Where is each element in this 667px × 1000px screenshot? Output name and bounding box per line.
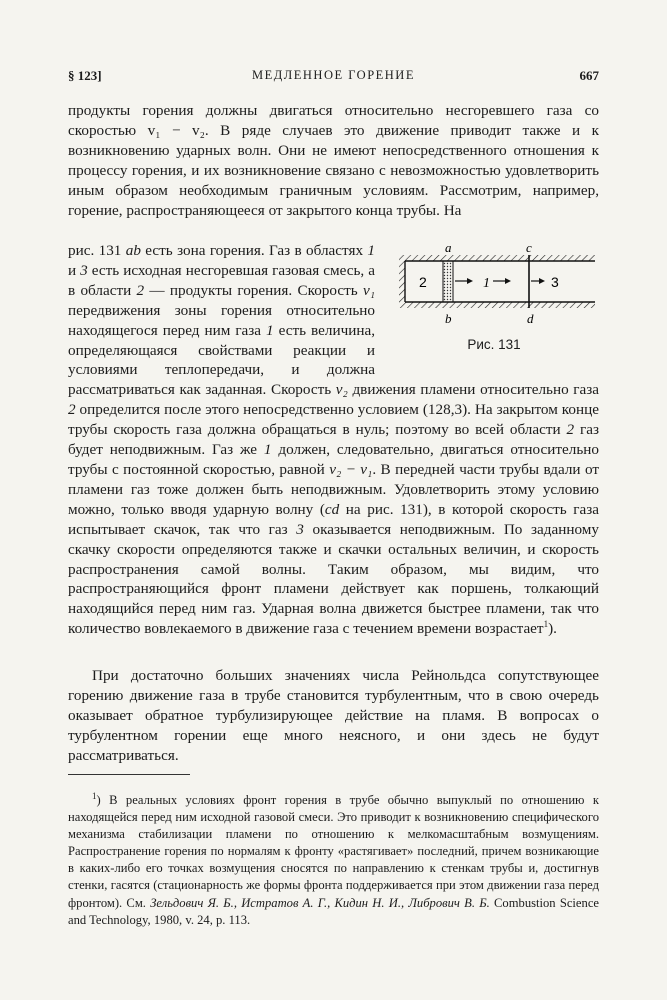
p2-region-1c: 1 [263,441,272,459]
p2-text-7: есть величина, определяющаяся свойствами реакции и условиями теплопередачи, и должна рассматриваться как заданная. Скорость [68,321,375,399]
p2-v1: v₁ [362,281,375,299]
p2-text-12: . В передней части трубы вдали от пламени газ тоже должен быть неподвижным. Удовлетворить этому условию можно, только вводя ударную волну ( [68,460,600,518]
p2-text-15: ). [548,620,557,638]
label-region-1: 1 [483,276,490,291]
chapter-title: МЕДЛЕННОЕ ГОРЕНИЕ [252,68,415,82]
running-header [68,68,599,88]
footnote-divider [68,774,190,775]
p2-text-9: определится после этого непосредственно условием (128,3). На закрытом конце трубы скорость газа должна обращаться в нуль; поэтому во всей области [68,401,599,439]
p2-v2-minus-v1: v₂ − v₁ [329,460,373,478]
footnote-authors: Зельдович Я. Б., Истратов А. Г., Кидин Н. И., Либрович В. Б. [150,895,490,910]
p2-text-13: на рис. 131), в которой скорость газа испытывает скачок, так что газ [68,500,599,538]
paragraph-3-text: При достаточно больших значениях числа Рейнольдса сопутствующее горению движение газа в трубе становится турбулентным, что в свою очередь оказывает обратное турбулизирующее действие на пламя. В вопросах о турбулентном горении еще много неясного, и они здесь не будут рассматриваться. [68,667,599,764]
p2-text-10: газ будет неподвижным. Газ же [68,421,599,459]
p2-ab: ab [125,242,141,259]
tube-bottom-wall [405,302,595,308]
p2-text-11: должен, следовательно, двигаться относительно трубы с постоянной скоростью, равной [68,441,600,478]
p2-text-1: рис. 131 [68,242,126,259]
label-region-2: 2 [419,274,427,290]
p2-text-2: есть зона горения. Газ в областях [140,242,368,259]
paragraph-2 [68,241,599,639]
paragraph-1 [68,101,599,220]
p2-text-5: — продукты горения. Скорость [144,281,363,299]
flame-arrow-head [467,278,473,284]
p2-text-6: передвижения зоны горения относительно находящегося перед ним газа [68,301,375,339]
tube-diagram [389,241,599,333]
footnote-marker: 1 [92,790,97,801]
p2-text-14: оказывается неподвижным. По заданному скачку скорости определяются также и скачки остальных величин, и скорость распространения самой волны. Таким образом, мы видим, что распространяющийся фронт пламени действует как поршень, толкающий находящийся перед ним газ. Ударная волна движется быстрее пламени, так что количество вовлекаемого в движение газа с течением времени возрастает [68,520,599,638]
label-region-3: 3 [551,274,559,290]
tube-top-wall [405,255,595,261]
p2-v2: v₂ [335,381,348,399]
p2-text-8: движения пламени относительно газа [347,381,600,399]
footnote-text-2: Combustion Science and Technology, 1980, v. 24, p. 113. [68,895,599,927]
p2-region-2b: 2 [68,401,76,419]
region1-arrow-head [505,278,511,284]
p2-cd: cd [324,500,340,518]
footnote-text-1: ) В реальных условиях фронт горения в трубе обычно выпуклый по отношению к находящейся перед ним исходной газовой смеси. Это приводит к возникновению специфического механизма стабилизации пламени по отношению к мелкомасштабным возмущениям. Распространение горения по нормалям к фронту «растягивает» последний, причем возникающие в каких-либо его точках возмущения сносятся по направлению к стенкам трубы и, достигнув стенки, гасятся (стационарность же формы фронта поддерживается при этом движении газа перед фронтом). См. [68,793,599,910]
label-b: b [445,311,452,326]
label-d: d [527,311,534,326]
paragraph-3 [68,666,599,766]
footnote [68,792,599,929]
p2-text-4: есть исходная несгоревшая газовая смесь, а в области [68,261,375,299]
p2-region-3: 3 [80,261,88,279]
closed-end-hatch [399,255,405,308]
section-number: § 123] [68,68,102,83]
p2-region-2: 2 [136,281,145,299]
p2-region-1b: 1 [266,321,274,339]
figure-caption: Рис. 131 [467,337,521,352]
p2-region-3b: 3 [296,520,304,538]
shock-arrow-head [539,278,545,284]
page-number: 667 [579,68,599,83]
p2-region-1: 1 [367,242,375,259]
p2-region-2c: 2 [566,421,575,439]
p2-text-3: и [68,261,81,279]
footnote-ref: 1 [543,619,549,630]
label-c: c [526,241,532,255]
paragraph-1-text: продукты горения должны двигаться относительно несгоревшего газа со скоростью v₁ − v₂. В ряде случаев это движение приводит также и к возникновению ударных волн. Они не имеют непосредственного отношения к процессу горения, и их возникновение связано с невозможностью удовлетворить иным образом необходимым граничным условиям. Рассмотрим, например, горение, распространяющееся от закрытого конца трубы. На [68,102,599,219]
label-a: a [445,241,452,255]
figure-131 [389,241,599,376]
combustion-zone [443,261,453,302]
